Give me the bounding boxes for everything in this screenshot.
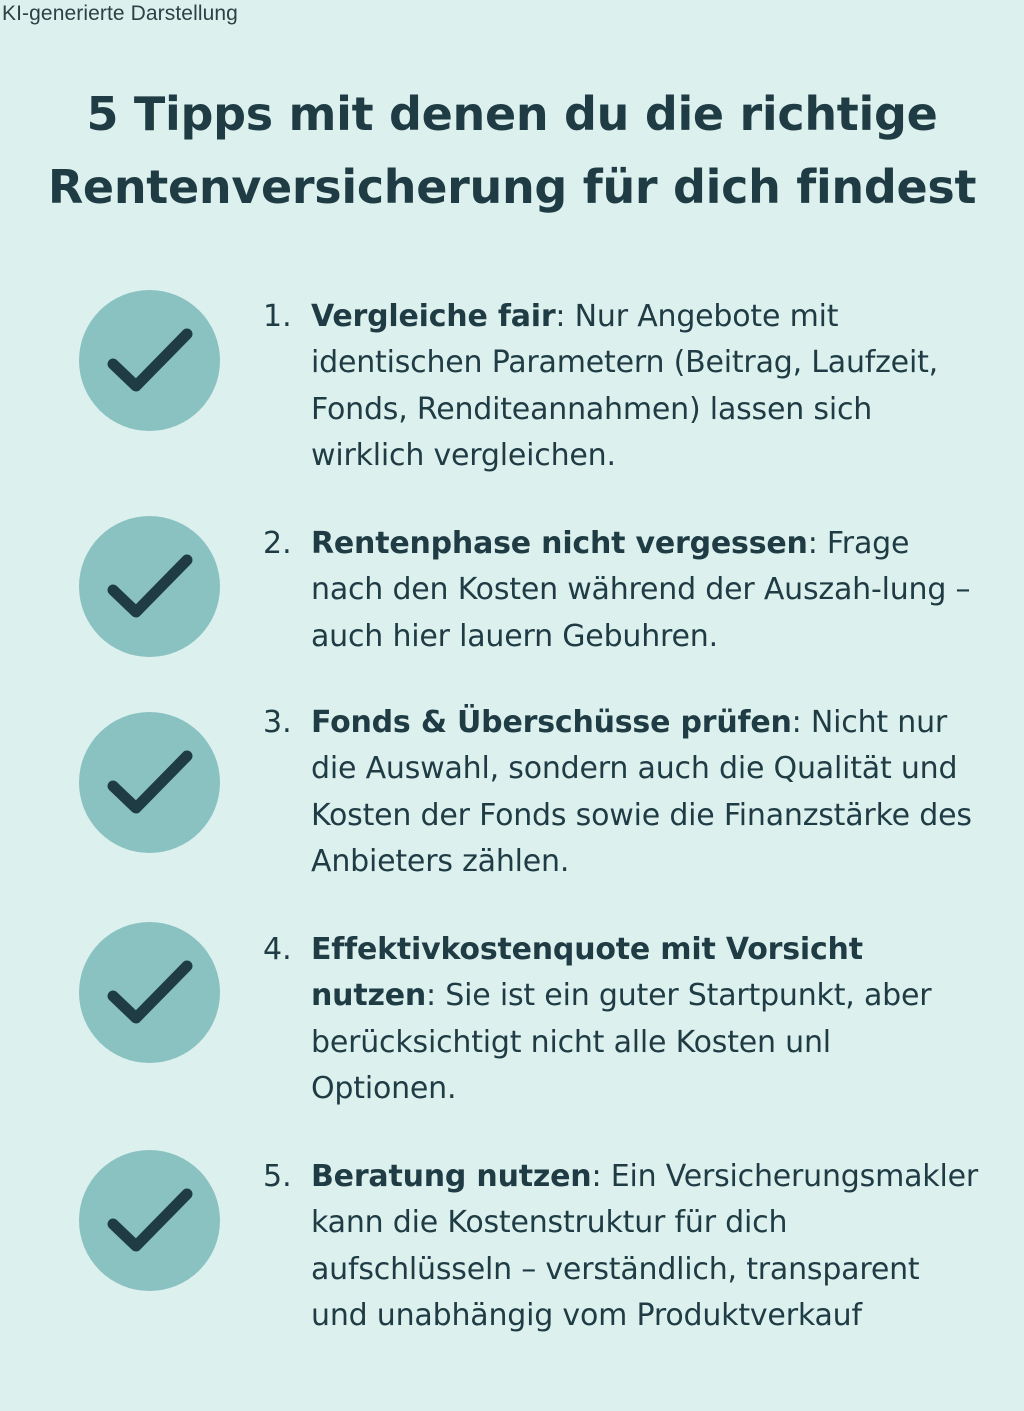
tip-heading: Beratung nutzen [311,1159,592,1194]
tip-heading: Effektivkostenquote mit Vorsicht nutzen [311,932,863,1014]
tip-body: : Sie ist ein guter Startpunkt, aber berücksichtigt nicht alle Kosten unl Optionen. [311,978,932,1106]
page-title-line-2: Rentenversicherung für dich findest [47,160,977,214]
tip-number: 2. [263,526,292,561]
check-circle-icon [79,712,220,853]
tip-text [311,927,979,1112]
tip-body: : Ein Versicherungsmakler kann die Kostenstruktur für dich aufschlüsseln – verständlich, transparent und unabhängig vom Produktverkauf [311,1159,978,1333]
tip-text [311,294,979,479]
tip-text [311,700,979,885]
tip-number: 3. [263,705,292,740]
check-circle-icon [79,922,220,1063]
tip-body: : Frage nach den Kosten während der Auszah-lung – auch hier lauern Gebuhren. [311,526,971,654]
tip-text [311,521,979,660]
tip-number: 4. [263,932,292,967]
check-circle-icon [79,516,220,657]
tip-body: : Nur Angebote mit identischen Parametern (Beitrag, Laufzeit, Fonds, Renditeannahmen) lassen sich wirklich vergleichen. [311,299,938,473]
check-circle-icon [79,1150,220,1291]
tip-heading: Rentenphase nicht vergessen [311,526,808,561]
tip-body: : Nicht nur die Auswahl, sondern auch die Qualität und Kosten der Fonds sowie die Finanzstärke des Anbieters zählen. [311,705,972,879]
page-title-line-1: 5 Tipps mit denen du die richtige [86,87,938,141]
check-circle-icon [79,290,220,431]
tip-text [311,1154,979,1339]
tip-number: 1. [263,299,292,334]
tip-heading: Vergleiche fair [311,299,556,334]
tip-heading: Fonds & Überschüsse prüfen [311,705,792,740]
tip-number: 5. [263,1159,292,1194]
image-caption: KI-generierte Darstellung [2,2,238,25]
